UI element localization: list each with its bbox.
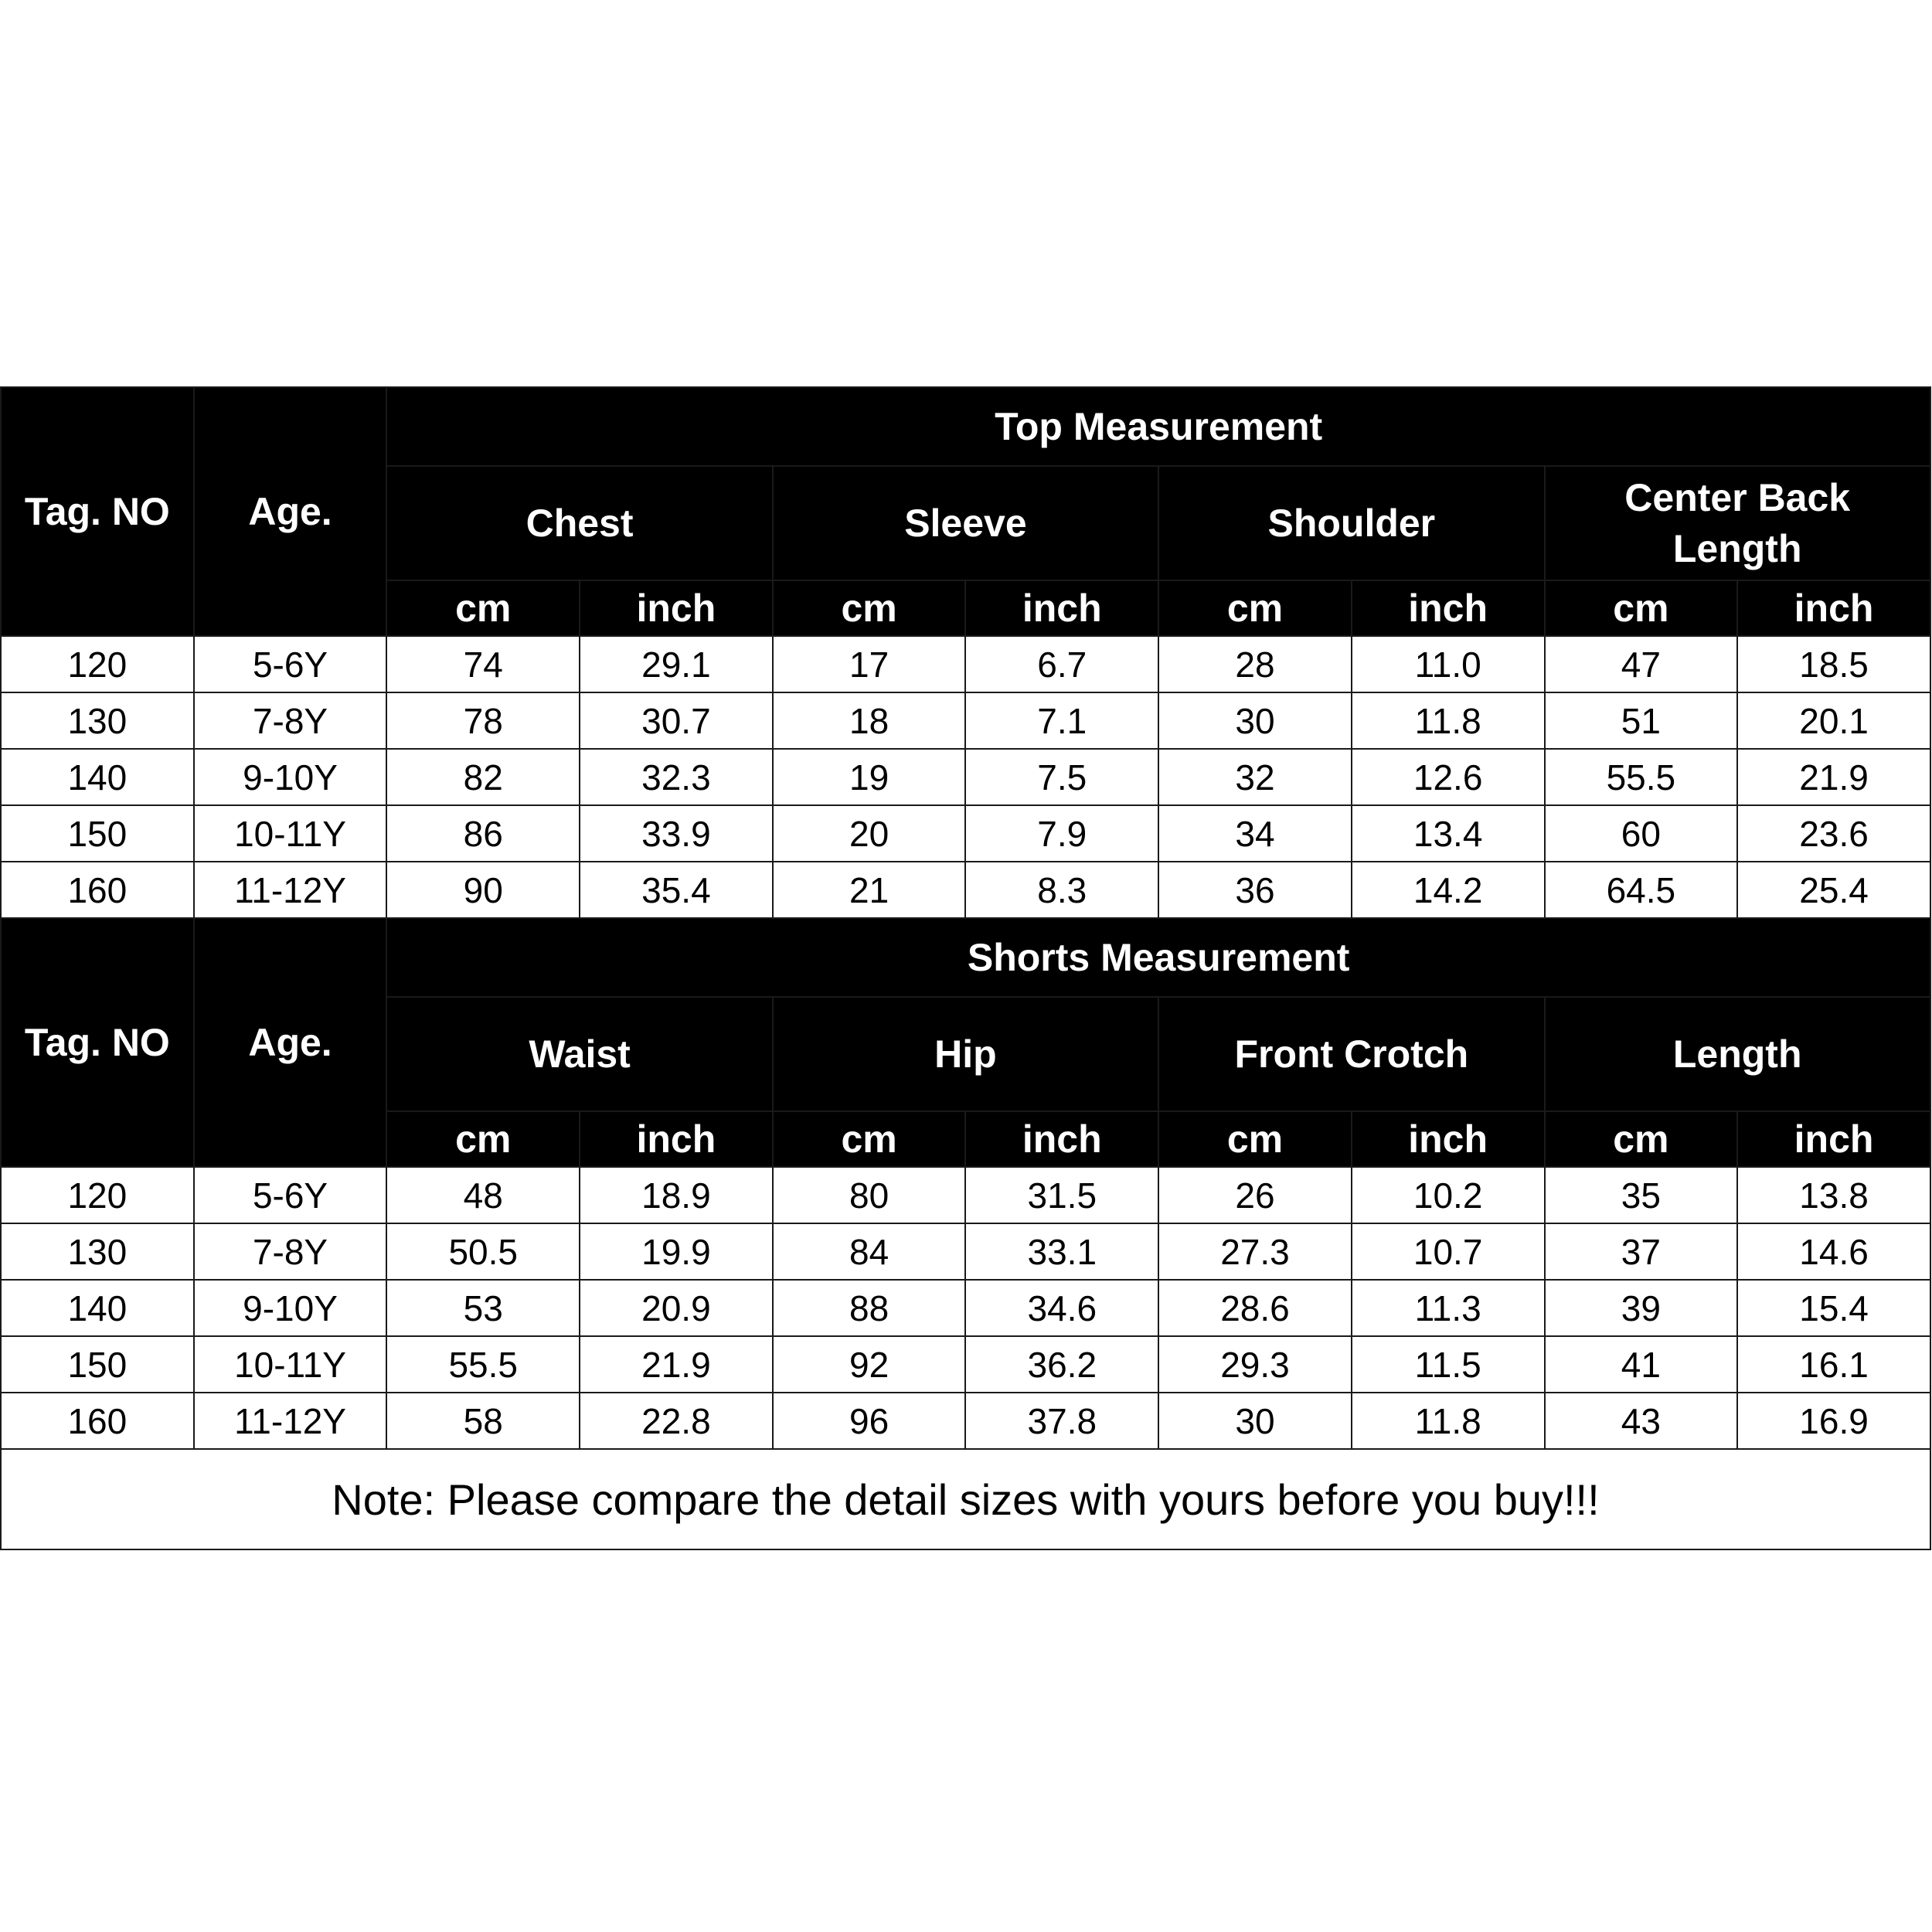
table-cell: 9-10Y: [194, 1280, 387, 1336]
table-cell: 16.1: [1737, 1336, 1930, 1393]
table-cell: 96: [773, 1393, 966, 1449]
table-cell: 53: [386, 1280, 580, 1336]
measure-label: Length: [1672, 1032, 1802, 1076]
shorts-table-row: [1, 1280, 1930, 1336]
unit-label: cm: [1545, 580, 1738, 636]
table-cell: 13.4: [1352, 805, 1545, 862]
table-cell: 140: [1, 1280, 194, 1336]
unit-label: cm: [386, 580, 580, 636]
table-cell: 22.8: [580, 1393, 773, 1449]
table-cell: 150: [1, 1336, 194, 1393]
table-cell: 8.3: [965, 862, 1158, 918]
shorts-header-row: [1, 918, 1930, 997]
table-cell: 7.9: [965, 805, 1158, 862]
table-cell: 28.6: [1158, 1280, 1352, 1336]
unit-label: cm: [386, 1111, 580, 1167]
note-row: [1, 1449, 1930, 1549]
table-cell: 55.5: [386, 1336, 580, 1393]
table-cell: 55.5: [1545, 749, 1738, 805]
table-cell: 10-11Y: [194, 805, 387, 862]
table-cell: 39: [1545, 1280, 1738, 1336]
table-cell: 29.3: [1158, 1336, 1352, 1393]
table-cell: 20.1: [1737, 692, 1930, 749]
size-table: [0, 386, 1931, 1550]
table-cell: 130: [1, 692, 194, 749]
table-cell: 14.6: [1737, 1223, 1930, 1280]
table-cell: 34.6: [965, 1280, 1158, 1336]
table-cell: 5-6Y: [194, 636, 387, 692]
measure-label: Front Crotch: [1234, 1032, 1469, 1076]
measure-label: Center Back: [1624, 476, 1851, 519]
top-header-row: [1, 387, 1930, 466]
table-cell: 26: [1158, 1167, 1352, 1223]
measure-label: Hip: [934, 1032, 997, 1076]
table-cell: 25.4: [1737, 862, 1930, 918]
table-cell: 19.9: [580, 1223, 773, 1280]
table-cell: 120: [1, 1167, 194, 1223]
table-cell: 21: [773, 862, 966, 918]
table-cell: 92: [773, 1336, 966, 1393]
top-measure-chest: [386, 466, 772, 580]
table-cell: 84: [773, 1223, 966, 1280]
table-cell: 37.8: [965, 1393, 1158, 1449]
table-cell: 12.6: [1352, 749, 1545, 805]
table-cell: 140: [1, 749, 194, 805]
top-table-row: [1, 805, 1930, 862]
measure-label: Sleeve: [904, 502, 1027, 545]
table-cell: 50.5: [386, 1223, 580, 1280]
table-cell: 47: [1545, 636, 1738, 692]
table-cell: 30: [1158, 692, 1352, 749]
table-cell: 23.6: [1737, 805, 1930, 862]
table-cell: 28: [1158, 636, 1352, 692]
unit-label: cm: [773, 580, 966, 636]
table-cell: 21.9: [580, 1336, 773, 1393]
unit-label: cm: [773, 1111, 966, 1167]
table-cell: 18: [773, 692, 966, 749]
table-cell: 78: [386, 692, 580, 749]
table-cell: 11.8: [1352, 1393, 1545, 1449]
table-cell: 32.3: [580, 749, 773, 805]
unit-label: inch: [1737, 580, 1930, 636]
unit-label: inch: [1352, 580, 1545, 636]
shorts-table-row: [1, 1223, 1930, 1280]
table-cell: 20.9: [580, 1280, 773, 1336]
table-cell: 36.2: [965, 1336, 1158, 1393]
shorts-measure-waist: [386, 997, 772, 1111]
table-cell: 120: [1, 636, 194, 692]
table-cell: 14.2: [1352, 862, 1545, 918]
measure-label: Waist: [529, 1032, 631, 1076]
measure-label: Chest: [526, 502, 634, 545]
table-cell: 11-12Y: [194, 862, 387, 918]
table-cell: 64.5: [1545, 862, 1738, 918]
table-cell: 35: [1545, 1167, 1738, 1223]
top-table-row: [1, 749, 1930, 805]
top-table-row: [1, 862, 1930, 918]
table-cell: 21.9: [1737, 749, 1930, 805]
table-cell: 7.5: [965, 749, 1158, 805]
shorts-measure-hip: [773, 997, 1158, 1111]
shorts-measure-length: [1545, 997, 1930, 1111]
table-cell: 7-8Y: [194, 692, 387, 749]
table-cell: 16.9: [1737, 1393, 1930, 1449]
shorts-tag-header: Tag. NO: [1, 918, 194, 1167]
top-measure-sleeve: [773, 466, 1158, 580]
table-cell: 74: [386, 636, 580, 692]
shorts-table-row: [1, 1393, 1930, 1449]
unit-label: inch: [580, 1111, 773, 1167]
table-cell: 11.3: [1352, 1280, 1545, 1336]
table-cell: 10.7: [1352, 1223, 1545, 1280]
table-cell: 60: [1545, 805, 1738, 862]
table-cell: 18.5: [1737, 636, 1930, 692]
top-measure-center-back-length: [1545, 466, 1930, 580]
shorts-table-row: [1, 1167, 1930, 1223]
table-cell: 82: [386, 749, 580, 805]
table-cell: 6.7: [965, 636, 1158, 692]
table-cell: 11.0: [1352, 636, 1545, 692]
measure-label: Shoulder: [1267, 502, 1436, 545]
table-cell: 130: [1, 1223, 194, 1280]
table-cell: 9-10Y: [194, 749, 387, 805]
unit-label: inch: [1737, 1111, 1930, 1167]
measure-label-line2: Length: [1672, 527, 1802, 570]
table-cell: 5-6Y: [194, 1167, 387, 1223]
table-cell: 11.5: [1352, 1336, 1545, 1393]
unit-label: inch: [965, 580, 1158, 636]
unit-label: cm: [1158, 1111, 1352, 1167]
table-cell: 58: [386, 1393, 580, 1449]
unit-label: inch: [580, 580, 773, 636]
table-cell: 19: [773, 749, 966, 805]
shorts-table-row: [1, 1336, 1930, 1393]
unit-label: cm: [1545, 1111, 1738, 1167]
top-section-title: Top Measurement: [386, 387, 1930, 466]
table-cell: 20: [773, 805, 966, 862]
top-table-row: [1, 636, 1930, 692]
size-chart: [0, 386, 1930, 1550]
table-cell: 31.5: [965, 1167, 1158, 1223]
table-cell: 30: [1158, 1393, 1352, 1449]
top-measure-shoulder: [1158, 466, 1544, 580]
table-cell: 48: [386, 1167, 580, 1223]
table-cell: 35.4: [580, 862, 773, 918]
table-cell: 18.9: [580, 1167, 773, 1223]
table-cell: 11.8: [1352, 692, 1545, 749]
table-cell: 7.1: [965, 692, 1158, 749]
table-cell: 90: [386, 862, 580, 918]
table-cell: 32: [1158, 749, 1352, 805]
table-cell: 15.4: [1737, 1280, 1930, 1336]
table-cell: 7-8Y: [194, 1223, 387, 1280]
shorts-section-title: Shorts Measurement: [386, 918, 1930, 997]
top-table-row: [1, 692, 1930, 749]
table-cell: 11-12Y: [194, 1393, 387, 1449]
table-cell: 10-11Y: [194, 1336, 387, 1393]
unit-label: inch: [1352, 1111, 1545, 1167]
table-cell: 51: [1545, 692, 1738, 749]
table-cell: 27.3: [1158, 1223, 1352, 1280]
table-cell: 13.8: [1737, 1167, 1930, 1223]
top-tag-header: Tag. NO: [1, 387, 194, 636]
shorts-measure-front-crotch: [1158, 997, 1544, 1111]
table-cell: 37: [1545, 1223, 1738, 1280]
table-cell: 33.1: [965, 1223, 1158, 1280]
table-cell: 17: [773, 636, 966, 692]
table-cell: 36: [1158, 862, 1352, 918]
table-cell: 43: [1545, 1393, 1738, 1449]
table-cell: 29.1: [580, 636, 773, 692]
table-cell: 80: [773, 1167, 966, 1223]
table-cell: 33.9: [580, 805, 773, 862]
table-cell: 10.2: [1352, 1167, 1545, 1223]
unit-label: inch: [965, 1111, 1158, 1167]
table-cell: 30.7: [580, 692, 773, 749]
table-cell: 88: [773, 1280, 966, 1336]
note-text: Note: Please compare the detail sizes with yours before you buy!!!: [1, 1449, 1930, 1549]
unit-label: cm: [1158, 580, 1352, 636]
table-cell: 160: [1, 1393, 194, 1449]
size-table-body: [1, 387, 1930, 1549]
table-cell: 160: [1, 862, 194, 918]
table-cell: 150: [1, 805, 194, 862]
shorts-age-header: Age.: [194, 918, 387, 1167]
top-age-header: Age.: [194, 387, 387, 636]
table-cell: 34: [1158, 805, 1352, 862]
table-cell: 86: [386, 805, 580, 862]
table-cell: 41: [1545, 1336, 1738, 1393]
